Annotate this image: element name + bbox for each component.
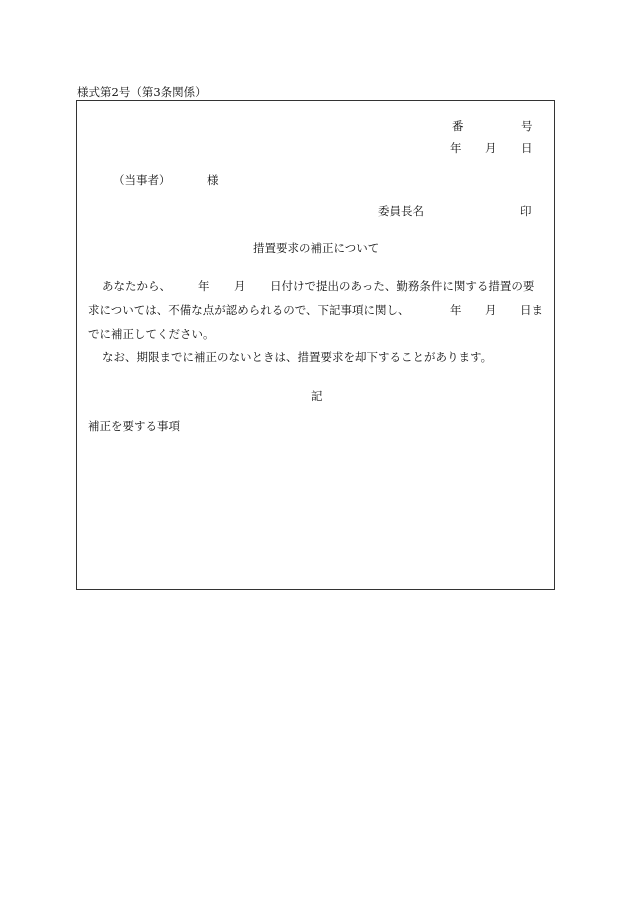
addressee-sama: 様 (207, 173, 219, 187)
date-year-label: 年 (450, 141, 462, 155)
body-text: でに補正してください。 (88, 327, 215, 341)
addressee-label: （当事者） (113, 173, 171, 187)
deadline-year-label: 年 (450, 303, 462, 317)
body-year-label: 年 (198, 279, 210, 293)
deadline-day-label: 日ま (520, 303, 543, 317)
subject-title: 措置要求の補正について (253, 241, 380, 255)
body-text: 求については、不備な点が認められるので、下記事項に関し、 (88, 303, 410, 317)
body-text: 日付けで提出のあった、勤務条件に関する措置の要 (270, 279, 535, 293)
body-month-label: 月 (234, 279, 246, 293)
seal-label: 印 (520, 204, 532, 218)
chair-name-label: 委員長名 (378, 204, 424, 218)
deadline-month-label: 月 (485, 303, 497, 317)
body-text: なお、期限までに補正のないときは、措置要求を却下することがあります。 (102, 350, 493, 364)
number-label-ban: 番 (452, 119, 464, 133)
ki-label: 記 (311, 389, 323, 403)
number-label-go: 号 (521, 119, 533, 133)
form-title: 様式第2号（第3条関係） (77, 85, 207, 99)
date-month-label: 月 (485, 141, 497, 155)
correction-items-label: 補正を要する事項 (88, 419, 180, 433)
date-day-label: 日 (521, 141, 533, 155)
body-text: あなたから、 (102, 279, 171, 293)
